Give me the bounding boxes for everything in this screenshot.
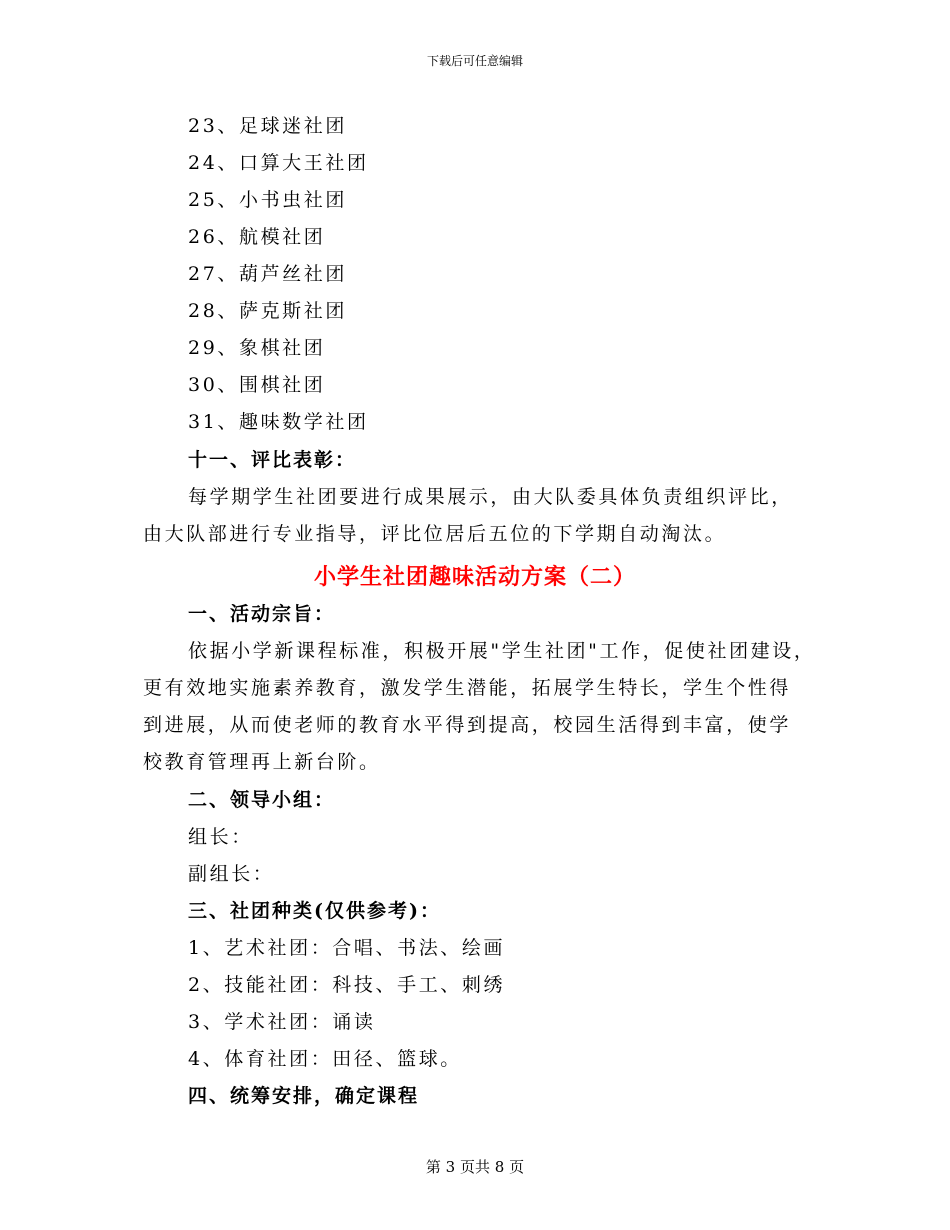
section-heading-11: 十一、评比表彰： [188,449,357,471]
list-item: 28、萨克斯社团 [188,300,347,322]
section-1-paragraph-line: 到进展，从而使老师的教育水平得到提高，校园生活得到丰富，使学 [143,714,792,736]
section-heading-3: 三、社团种类(仅供参考)： [188,900,441,922]
section-heading-1: 一、活动宗旨： [188,603,336,625]
section-11-paragraph-line: 由大队部进行专业指导，评比位居后五位的下学期自动淘汰。 [143,523,727,545]
list-item: 24、口算大王社团 [188,152,369,174]
section-1-paragraph-line: 校教育管理再上新台阶。 [143,751,381,773]
section-heading-4: 四、统筹安排，确定课程 [188,1085,420,1107]
leader-line: 组长： [188,826,253,848]
list-item: 31、趣味数学社团 [188,411,369,433]
page-header: 下载后可任意编辑 [426,54,523,68]
list-item: 30、围棋社团 [188,374,326,396]
page-footer: 第 3 页共 8 页 [425,1158,525,1176]
list-item: 26、航模社团 [188,226,326,248]
club-type-item: 2、技能社团：科技、手工、刺绣 [188,974,506,996]
club-type-item: 3、学术社团：诵读 [188,1011,376,1033]
club-type-item: 4、体育社团：田径、篮球。 [188,1048,462,1070]
list-item: 25、小书虫社团 [188,189,347,211]
list-item: 29、象棋社团 [188,337,326,359]
section-11-paragraph-line: 每学期学生社团要进行成果展示，由大队委具体负责组织评比， [188,486,793,508]
club-type-item: 1、艺术社团：合唱、书法、绘画 [188,937,506,959]
vice-leader-line: 副组长： [188,863,275,885]
list-item: 27、葫芦丝社团 [188,263,347,285]
document-title: 小学生社团趣味活动方案（二） [313,564,636,590]
section-1-paragraph-line: 更有效地实施素养教育，激发学生潜能，拓展学生特长，学生个性得 [143,677,792,699]
list-item: 23、足球迷社团 [188,115,347,137]
section-1-paragraph-line: 依据小学新课程标准，积极开展"学生社团"工作，促使社团建设， [188,640,816,662]
section-heading-2: 二、领导小组： [188,789,336,811]
